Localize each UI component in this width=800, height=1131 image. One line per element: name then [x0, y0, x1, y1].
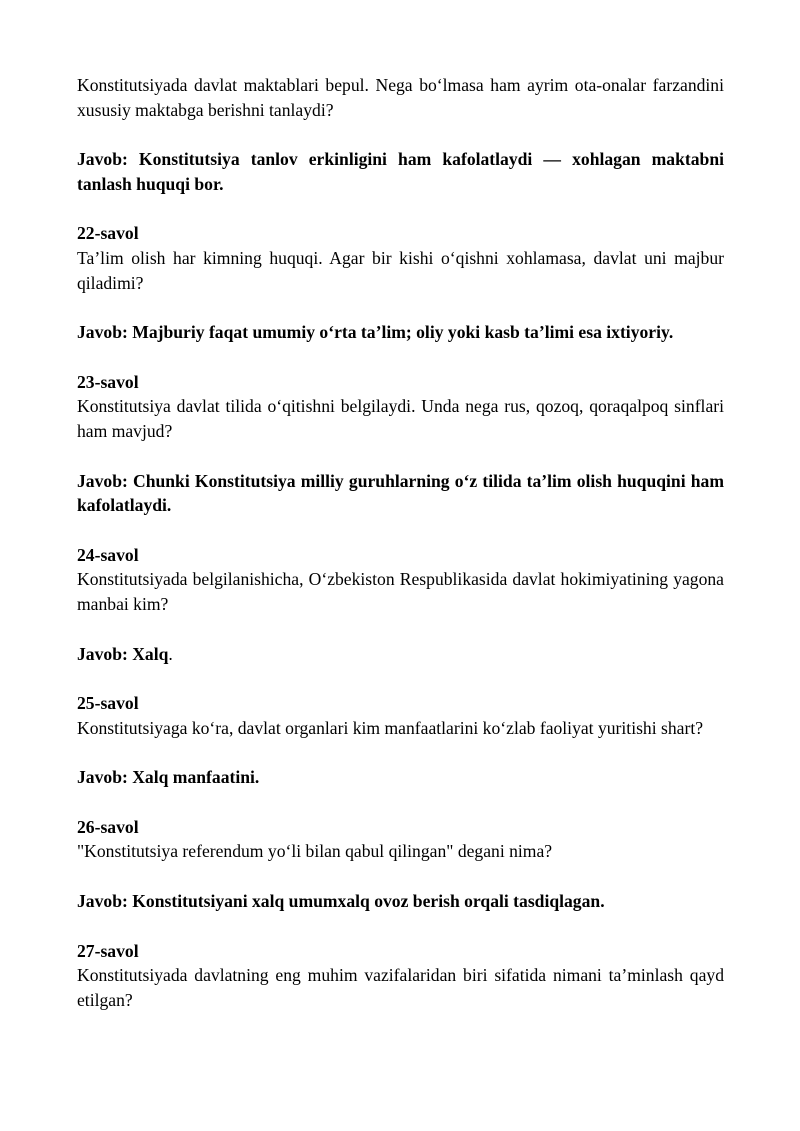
answer-text: Javob: Majburiy faqat umumiy o‘rta ta’lim; oliy yoki kasb ta’limi esa ixtiyoriy.	[77, 322, 674, 343]
question-title: 26-savol	[77, 816, 139, 837]
question-text: Konstitutsiyada belgilanishicha, O‘zbekiston Respublikasida davlat hokimiyatining yagona manbai kim?	[77, 569, 724, 614]
question-text: Konstitutsiyaga ko‘ra, davlat organlari kim manfaatlarini ko‘zlab faoliyat yuritishi shart?	[77, 717, 704, 738]
question-text: Konstitutsiyada davlat maktablari bepul. Nega bo‘lmasa ham ayrim ota-onalar farzandini xususiy maktabga berishni tanlaydi?	[77, 75, 724, 120]
answer-block-26	[77, 889, 724, 914]
answer-line	[77, 642, 724, 667]
question-text: "Konstitutsiya referendum yo‘li bilan qabul qilingan" degani nima?	[77, 841, 553, 862]
intro-answer-block	[77, 147, 724, 196]
answer-block-25	[77, 765, 724, 790]
question-title: 22-savol	[77, 223, 139, 244]
question-text: Konstitutsiya davlat tilida o‘qitishni belgilaydi. Unda nega rus, qozoq, qoraqalpoq sinflari ham mavjud?	[77, 396, 724, 441]
question-title: 24-savol	[77, 544, 139, 565]
answer-block-24	[77, 642, 724, 667]
question-text: Ta’lim olish har kimning huquqi. Agar bir kishi o‘qishni xohlamasa, davlat uni majbur qiladimi?	[77, 247, 724, 293]
question-block-22	[77, 221, 724, 295]
answer-text: Javob: Xalq	[77, 643, 169, 664]
intro-block	[77, 73, 724, 122]
answer-suffix: .	[168, 643, 173, 664]
answer-block-22	[77, 320, 724, 345]
question-title: 25-savol	[77, 693, 139, 714]
answer-text: Javob: Konstitutsiyani xalq umumxalq ovoz berish orqali tasdiqlagan.	[77, 891, 605, 912]
document-page	[77, 73, 724, 1037]
answer-text: Javob: Konstitutsiya tanlov erkinligini ham kafolatlaydi — xohlagan maktabni tanlash huquqi bor.	[77, 149, 724, 194]
answer-text: Javob: Xalq manfaatini.	[77, 767, 260, 788]
answer-block-23	[77, 469, 724, 518]
question-block-27	[77, 939, 724, 1013]
question-text: Konstitutsiyada davlatning eng muhim vazifalaridan biri sifatida nimani ta’minlash qayd etilgan?	[77, 965, 724, 1010]
answer-text: Javob: Chunki Konstitutsiya milliy guruhlarning o‘z tilida ta’lim olish huquqini ham kafolatlaydi.	[77, 470, 724, 516]
question-title: 23-savol	[77, 371, 139, 392]
question-block-25	[77, 691, 724, 740]
question-block-23	[77, 370, 724, 444]
question-block-26	[77, 815, 724, 864]
question-block-24	[77, 543, 724, 617]
question-title: 27-savol	[77, 940, 139, 961]
